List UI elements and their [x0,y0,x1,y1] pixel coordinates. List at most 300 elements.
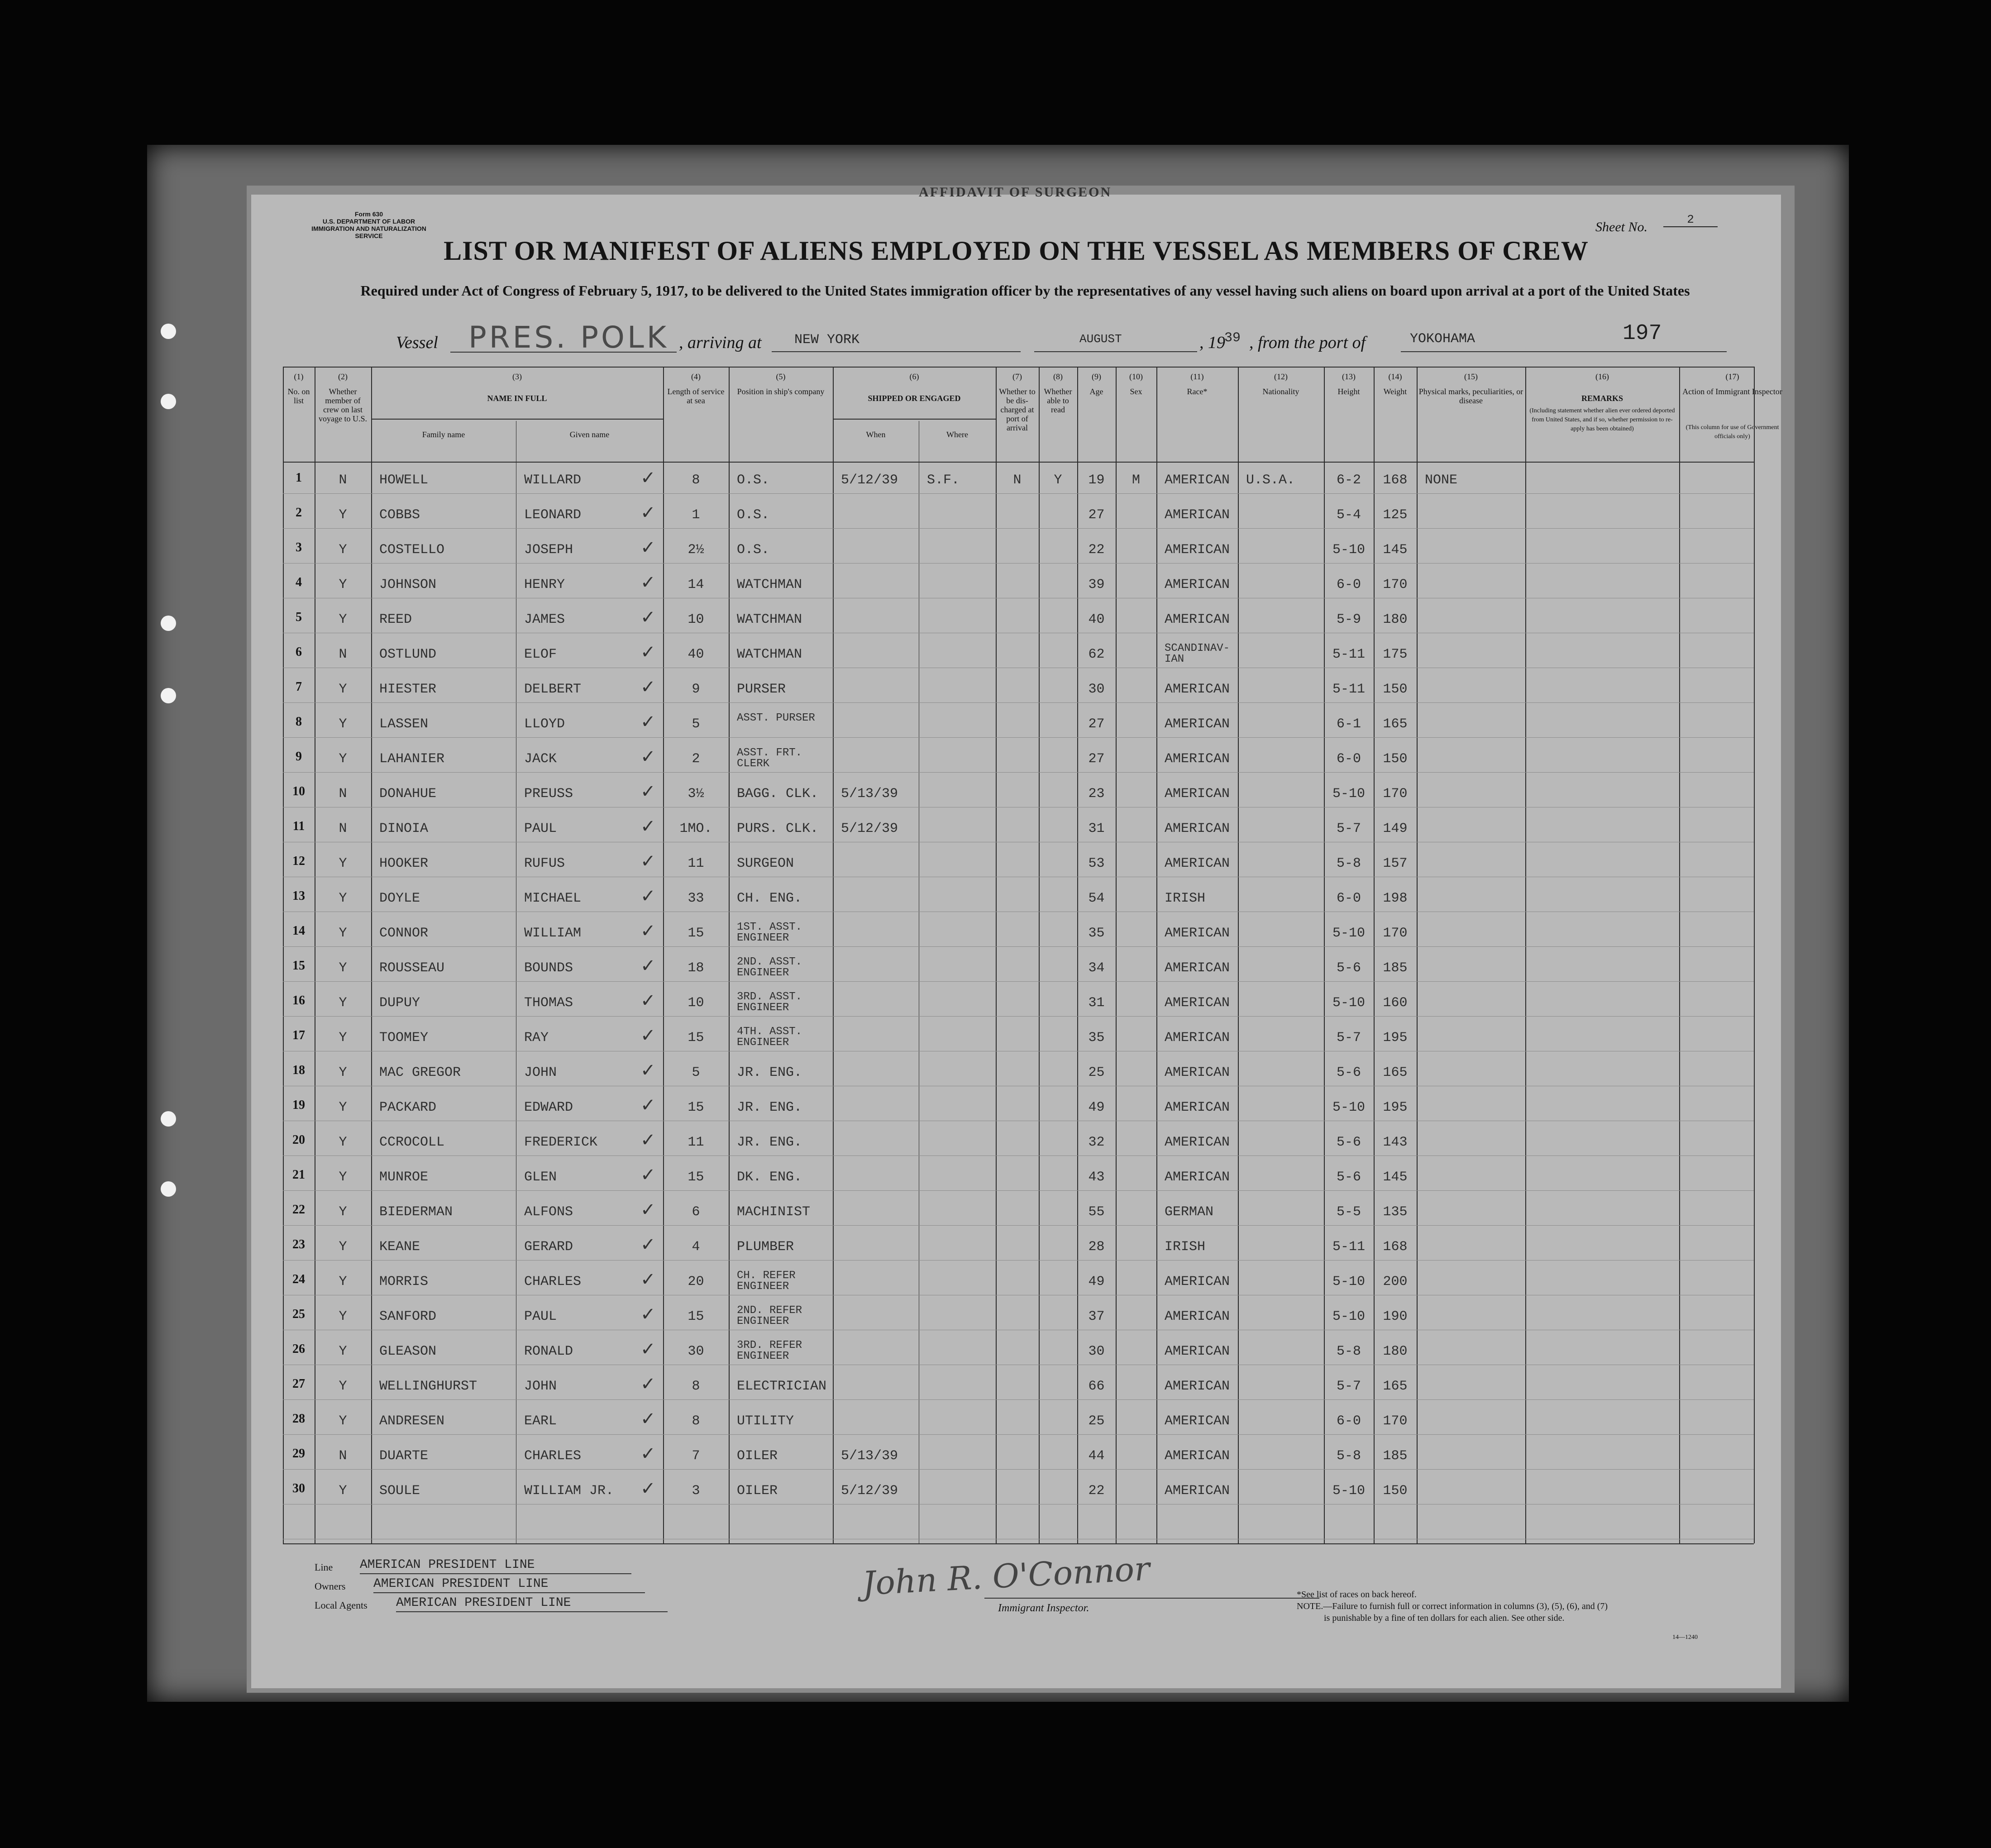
column-header: REMARKS [1581,394,1623,403]
cell-race: AMERICAN [1165,716,1230,732]
cell-height: 5-11 [1332,647,1365,662]
cell-height: 5-10 [1332,1274,1365,1289]
cell-family: OSTLUND [379,647,437,662]
cell-family: MUNROE [379,1170,429,1185]
row-number: 16 [292,993,305,1008]
column-header: Whether member of crew on last voyage to U.S. [319,387,367,423]
cell-service: 6 [692,1204,700,1220]
cell-age: 35 [1088,926,1105,941]
row-number: 20 [292,1133,305,1147]
checkmark: ✓ [640,1269,656,1289]
cell-race: AMERICAN [1165,821,1230,836]
cell-position: CH. ENG. [737,891,802,906]
cell-weight: 168 [1383,1239,1408,1255]
cell-service: 9 [692,682,700,697]
column-number: (4) [691,372,701,381]
service-name: IMMIGRATION AND NATURALIZATION SERVICE [311,225,426,239]
column-number: (11) [1190,372,1204,381]
cell-age: 44 [1088,1448,1105,1464]
cell-given: RONALD [524,1344,573,1359]
agents-value: AMERICAN PRESIDENT LINE [396,1596,571,1610]
cell-when: 5/13/39 [841,1448,898,1464]
checkmark: ✓ [640,712,656,732]
cell-weight: 180 [1383,1344,1408,1359]
cell-service: 15 [688,926,704,941]
row-number: 30 [292,1481,305,1495]
cell-given: PAUL [524,821,557,836]
cell-weight: 175 [1383,647,1408,662]
column-header: NAME IN FULL [487,394,547,403]
cell-service: 15 [688,1170,704,1185]
cell-family: COSTELLO [379,542,445,558]
row-number: 1 [296,471,302,485]
cell-position: ASST. FRT. CLERK [737,747,802,770]
owners-label: Owners [315,1581,346,1592]
cell-weight: 195 [1383,1100,1408,1115]
checkmark: ✓ [640,746,656,767]
cell-family: REED [379,612,412,627]
cell-height: 6-0 [1336,577,1361,592]
cell-weight: 125 [1383,507,1408,523]
cell-service: 33 [688,891,704,906]
cell-height: 5-11 [1332,682,1365,697]
column-number: (1) [294,372,304,381]
column-number: (9) [1092,372,1101,381]
cell-weight: 195 [1383,1030,1408,1046]
column-number: (16) [1595,372,1609,381]
cell-race: GERMAN [1165,1204,1214,1220]
checkmark: ✓ [640,1409,656,1429]
cell-age: 27 [1088,507,1105,523]
row-rule [283,946,1754,947]
arriving-port: NEW YORK [794,332,860,348]
cell-service: 15 [688,1030,704,1046]
year-suffix: 39 [1224,330,1241,346]
row-number: 21 [292,1168,305,1182]
fine-note-continued: is punishable by a fine of ten dollars for each alien. See other side. [1324,1613,1565,1623]
cell-prev: N [339,1448,347,1464]
cell-age: 32 [1088,1135,1105,1150]
column-header: Physical marks, peculiarities, or disease [1418,387,1523,405]
cell-position: 1ST. ASST. ENGINEER [737,921,802,944]
cell-given: CHARLES [524,1274,582,1289]
page-subtitle: Required under Act of Congress of February 5, 1917, to be delivered to the United States immigration officer by the representatives of any vessel having such aliens on board upon arrival at a port of the United States [360,282,1690,299]
row-number: 17 [292,1028,305,1042]
column-number: (6) [909,372,919,381]
cell-position: O.S. [737,507,770,523]
date-field [1034,329,1197,352]
checkmark: ✓ [640,502,656,523]
cell-height: 5-6 [1336,1135,1361,1150]
cell-position: O.S. [737,473,770,488]
cell-weight: 165 [1383,1379,1408,1394]
cell-race: AMERICAN [1165,473,1230,488]
column-subheader: Where [946,430,968,439]
vessel-label: Vessel [396,333,438,352]
row-number: 18 [292,1063,305,1077]
cell-prev: Y [339,926,347,941]
cell-height: 5-6 [1336,1065,1361,1080]
cell-height: 6-1 [1336,716,1361,732]
column-subheader: Given name [569,430,610,439]
column-header: Sex [1130,387,1142,396]
column-header: Nationality [1262,387,1299,396]
arriving-label: , arriving at [679,333,762,352]
cell-service: 3 [692,1483,700,1499]
cell-given: ELOF [524,647,557,662]
cell-given: EARL [524,1413,557,1429]
cell-race: AMERICAN [1165,786,1230,802]
checkmark: ✓ [640,677,656,697]
subheader-rule [833,419,996,420]
cell-age: 40 [1088,612,1105,627]
cell-prev: N [339,821,347,836]
cell-given: WILLIAM [524,926,582,941]
cell-family: DINOIA [379,821,429,836]
cell-family: CONNOR [379,926,429,941]
cell-service: 10 [688,995,704,1011]
cell-service: 5 [692,716,700,732]
cell-race: AMERICAN [1165,1448,1230,1464]
cell-given: JAMES [524,612,565,627]
cell-age: 35 [1088,1030,1105,1046]
column-subheader: Family name [422,430,465,439]
cell-service: 15 [688,1100,704,1115]
print-code: 14—1240 [1672,1634,1698,1641]
cell-position: 3RD. REFER ENGINEER [737,1339,802,1362]
cell-prev: Y [339,507,347,523]
cell-service: 3½ [688,786,704,802]
cell-height: 5-10 [1332,926,1365,941]
cell-height: 5-10 [1332,1483,1365,1499]
cell-family: DOYLE [379,891,420,906]
cell-weight: 168 [1383,473,1408,488]
header-rule [283,462,1754,463]
cell-age: 31 [1088,995,1105,1011]
cell-prev: Y [339,1483,347,1499]
row-number: 8 [296,715,302,729]
column-rule [1039,367,1040,1543]
cell-race: AMERICAN [1165,1030,1230,1046]
cell-prev: N [339,473,347,488]
cell-age: 25 [1088,1413,1105,1429]
checkmark: ✓ [640,1199,656,1220]
row-rule [283,1260,1754,1261]
cell-prev: N [339,647,347,662]
form-number: Form 630 [354,210,383,218]
cell-given: LEONARD [524,507,582,523]
cell-position: 2ND. REFER ENGINEER [737,1304,802,1328]
cell-prev: Y [339,1030,347,1046]
cell-height: 6-2 [1336,473,1361,488]
cell-service: 5 [692,1065,700,1080]
cell-given: PREUSS [524,786,573,802]
column-header: Position in ship's company [737,387,825,396]
cell-position: CH. REFER ENGINEER [737,1270,796,1293]
column-number: (17) [1725,372,1739,381]
cell-position: DK. ENG. [737,1170,802,1185]
cell-marks: NONE [1425,473,1458,488]
cell-family: PACKARD [379,1100,437,1115]
cell-height: 6-0 [1336,751,1361,767]
cell-service: 11 [688,1135,704,1150]
cell-position: ELECTRICIAN [737,1379,827,1394]
row-rule [283,1469,1754,1470]
checkmark: ✓ [640,572,656,592]
cell-service: 2½ [688,542,704,558]
cell-family: DUARTE [379,1448,429,1464]
cell-race: AMERICAN [1165,926,1230,941]
row-number: 12 [292,854,305,868]
cell-race: AMERICAN [1165,960,1230,976]
cell-height: 5-8 [1336,1344,1361,1359]
cell-position: OILER [737,1448,778,1464]
cell-race: AMERICAN [1165,856,1230,871]
cell-given: CHARLES [524,1448,582,1464]
cell-race: AMERICAN [1165,1170,1230,1185]
page-number: 197 [1623,321,1662,346]
row-number: 7 [296,680,302,694]
checkmark: ✓ [640,1374,656,1394]
cell-age: 66 [1088,1379,1105,1394]
cell-race: AMERICAN [1165,751,1230,767]
cell-age: 27 [1088,716,1105,732]
binder-hole [161,1111,176,1127]
column-subheader: (Including statement whether alien ever ordered deported from United States, and if so, whether permission to re-apply has been obtained) [1529,407,1675,432]
cell-age: 55 [1088,1204,1105,1220]
row-rule [283,737,1754,738]
cell-family: DUPUY [379,995,420,1011]
cell-nationality: U.S.A. [1246,473,1295,488]
cell-weight: 165 [1383,1065,1408,1080]
cell-age: 62 [1088,647,1105,662]
cell-service: 8 [692,1413,700,1429]
checkmark: ✓ [640,955,656,976]
cell-given: JOSEPH [524,542,573,558]
binder-hole [161,324,176,339]
cell-family: TOOMEY [379,1030,429,1046]
cell-prev: Y [339,1135,347,1150]
cell-weight: 143 [1383,1135,1408,1150]
owners-value: AMERICAN PRESIDENT LINE [373,1577,549,1591]
column-header: Length of service at sea [667,387,725,405]
cell-weight: 185 [1383,1448,1408,1464]
checkmark: ✓ [640,1165,656,1185]
column-header: Whether to be dis-charged at port of arrival [999,387,1036,432]
cell-race: AMERICAN [1165,995,1230,1011]
cell-age: 28 [1088,1239,1105,1255]
row-rule [283,702,1754,703]
checkmark: ✓ [640,642,656,662]
cell-family: MAC GREGOR [379,1065,461,1080]
cell-height: 6-0 [1336,891,1361,906]
cell-weight: 180 [1383,612,1408,627]
cell-height: 5-4 [1336,507,1361,523]
cell-height: 5-11 [1332,1239,1365,1255]
inspector-label: Immigrant Inspector. [998,1602,1089,1614]
cell-height: 5-10 [1332,1100,1365,1115]
checkmark: ✓ [640,781,656,802]
cell-sex: M [1132,473,1140,488]
cell-race: AMERICAN [1165,1065,1230,1080]
checkmark: ✓ [640,1234,656,1255]
cell-age: 22 [1088,1483,1105,1499]
checkmark: ✓ [640,1095,656,1115]
cell-weight: 145 [1383,542,1408,558]
cell-given: WILLARD [524,473,582,488]
binder-hole [161,616,176,631]
cell-family: KEANE [379,1239,420,1255]
cell-weight: 198 [1383,891,1408,906]
affidavit-heading: AFFIDAVIT OF SURGEON [919,185,1112,200]
row-number: 6 [296,645,302,659]
cell-given: FREDERICK [524,1135,598,1150]
vessel-name: PRES. POLK [468,320,669,355]
checkmark: ✓ [640,607,656,627]
column-rule [1116,367,1117,1543]
cell-height: 5-7 [1336,1379,1361,1394]
cell-given: RAY [524,1030,549,1046]
cell-given: JOHN [524,1065,557,1080]
cell-family: HIESTER [379,682,437,697]
column-header: No. on list [287,387,310,405]
checkmark: ✓ [640,1478,656,1499]
column-header: Age [1089,387,1103,396]
column-header: Weight [1383,387,1407,396]
column-number: (13) [1342,372,1356,381]
cell-weight: 165 [1383,716,1408,732]
cell-race: AMERICAN [1165,1413,1230,1429]
cell-race: AMERICAN [1165,612,1230,627]
sheet-label: Sheet No. [1595,220,1647,234]
row-rule [283,1434,1754,1435]
cell-prev: Y [339,1170,347,1185]
cell-height: 5-5 [1336,1204,1361,1220]
cell-prev: Y [339,1065,347,1080]
cell-prev: Y [339,995,347,1011]
cell-position: WATCHMAN [737,612,802,627]
cell-weight: 160 [1383,995,1408,1011]
from-port-label: , from the port of [1249,333,1366,352]
cell-position: 2ND. ASST. ENGINEER [737,956,802,979]
column-subheader: When [866,430,886,439]
cell-given: JOHN [524,1379,557,1394]
arrival-month: AUGUST [1079,332,1122,346]
signature-line [984,1598,1319,1599]
cell-prev: Y [339,1309,347,1324]
checkmark: ✓ [640,1304,656,1324]
row-rule [283,1399,1754,1400]
cell-weight: 150 [1383,1483,1408,1499]
cell-family: HOWELL [379,473,429,488]
cell-race: AMERICAN [1165,507,1230,523]
row-number: 3 [296,540,302,554]
row-rule [283,981,1754,982]
cell-when: 5/12/39 [841,821,898,836]
cell-age: 23 [1088,786,1105,802]
cell-prev: Y [339,1413,347,1429]
subheader-rule [371,419,663,420]
column-rule [996,367,997,1543]
cell-prev: Y [339,1100,347,1115]
cell-prev: Y [339,577,347,592]
cell-prev: Y [339,1379,347,1394]
cell-age: 30 [1088,682,1105,697]
cell-position: BAGG. CLK. [737,786,819,802]
binder-hole [161,688,176,703]
cell-race: AMERICAN [1165,1274,1230,1289]
cell-service: 8 [692,473,700,488]
cell-weight: 170 [1383,786,1408,802]
column-subheader: (This column for use of Government officials only) [1685,424,1779,440]
cell-prev: Y [339,891,347,906]
cell-service: 8 [692,1379,700,1394]
row-number: 23 [292,1237,305,1251]
row-number: 4 [296,575,302,589]
cell-service: 11 [688,856,704,871]
races-note: *See list of races on back hereof. [1297,1590,1417,1600]
cell-family: LASSEN [379,716,429,732]
cell-service: 15 [688,1309,704,1324]
cell-family: MORRIS [379,1274,429,1289]
column-rule [283,367,284,1543]
cell-weight: 170 [1383,577,1408,592]
row-rule [283,1016,1754,1017]
cell-weight: 150 [1383,751,1408,767]
cell-where: S.F. [927,473,960,488]
row-number: 14 [292,924,305,938]
column-number: (14) [1388,372,1402,381]
owners-field [373,1577,645,1593]
binder-hole [161,394,176,409]
cell-race: IRISH [1165,891,1206,906]
checkmark: ✓ [640,537,656,558]
sheet-number: 2 [1663,213,1718,227]
cell-weight: 135 [1383,1204,1408,1220]
cell-given: PAUL [524,1309,557,1324]
checkmark: ✓ [640,886,656,906]
cell-family: ANDRESEN [379,1413,445,1429]
cell-weight: 185 [1383,960,1408,976]
cell-prev: Y [339,612,347,627]
agents-field [396,1596,668,1612]
row-number: 10 [292,784,305,798]
cell-given: MICHAEL [524,891,582,906]
column-number: (7) [1012,372,1022,381]
cell-weight: 149 [1383,821,1408,836]
cell-position: UTILITY [737,1413,794,1429]
cell-race: AMERICAN [1165,1135,1230,1150]
line-field [360,1558,631,1574]
cell-height: 5-7 [1336,1030,1361,1046]
column-header: Action of Immigrant Inspector [1682,387,1782,396]
cell-race: AMERICAN [1165,542,1230,558]
row-rule [283,1190,1754,1191]
fine-note: NOTE.—Failure to furnish full or correct information in columns (3), (5), (6), and (7) [1297,1601,1608,1611]
cell-age: 25 [1088,1065,1105,1080]
cell-weight: 190 [1383,1309,1408,1324]
row-rule [283,772,1754,773]
cell-race: IRISH [1165,1239,1206,1255]
cell-service: 18 [688,960,704,976]
row-number: 22 [292,1203,305,1217]
year-prefix: , 19 [1199,333,1225,352]
cell-service: 2 [692,751,700,767]
cell-race: SCANDINAV-IAN [1165,642,1230,665]
column-rule [1238,367,1239,1543]
cell-position: WATCHMAN [737,647,802,662]
row-number: 28 [292,1412,305,1426]
